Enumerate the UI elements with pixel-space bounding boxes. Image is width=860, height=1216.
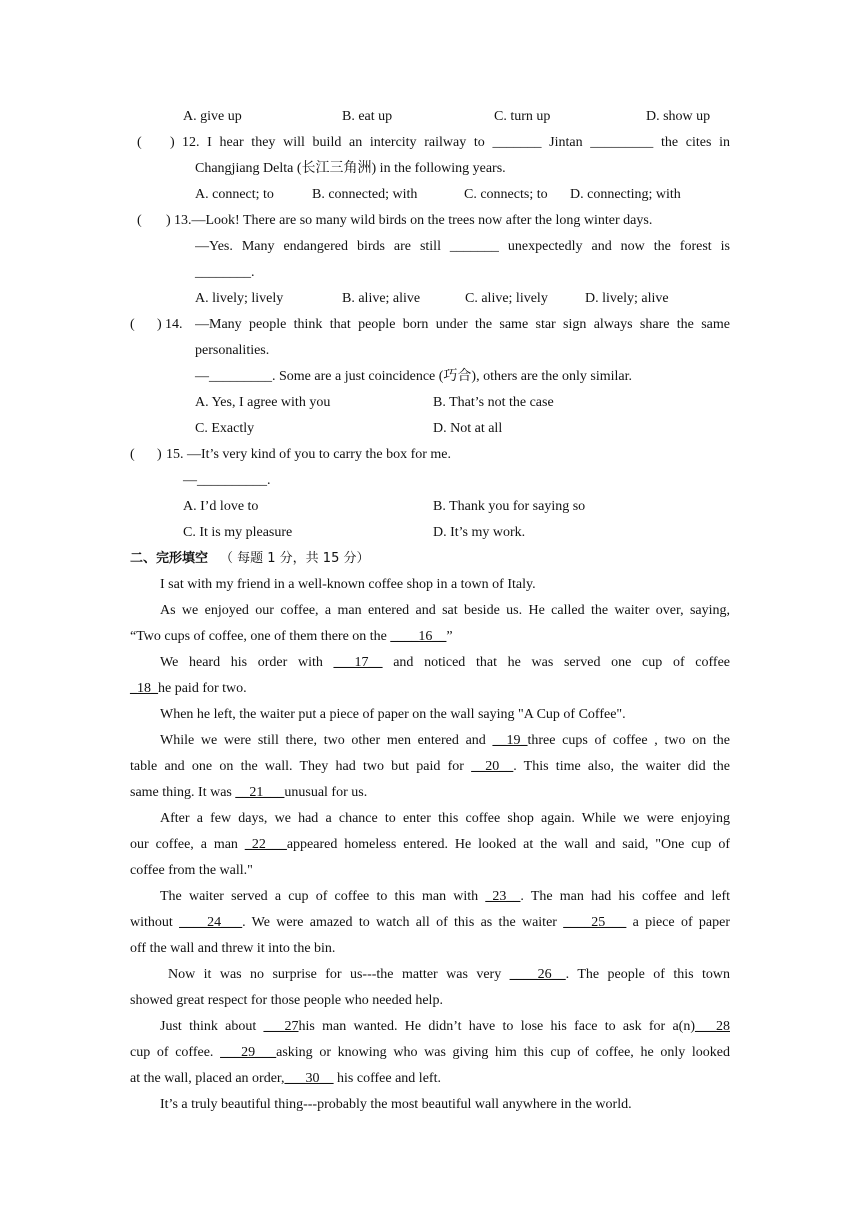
q11-option-a: A. give up: [183, 109, 242, 124]
passage-text-run: cup of coffee. ___29___asking or knowing who was giving him this cup of coffee, he only looked: [130, 1045, 730, 1060]
passage-p6-line1: [0, 806, 860, 832]
section2-score-note: （ 每题 1 分，共 15 分）: [220, 551, 370, 566]
q13-answer-paren-close: ): [166, 213, 171, 228]
q13-option-a: A. lively; lively: [195, 291, 284, 306]
q15-question-text: 15. —It’s very kind of you to carry the box for me.: [166, 447, 451, 462]
passage-text-run: We heard his order with ___17__ and noticed that he was served one cup of coffee: [160, 655, 730, 670]
blank-24[interactable]: ____24___: [179, 915, 243, 930]
q15-option-a: A. I’d love to: [183, 499, 259, 514]
passage-text: It’s a truly beautiful thing---probably the most beautiful wall anywhere in the world.: [160, 1097, 632, 1112]
q15-reply-text: —__________.: [183, 473, 271, 488]
blank-22[interactable]: _22___: [244, 837, 287, 852]
passage-p2-line2: [0, 624, 860, 650]
q14-option-c: C. Exactly: [195, 421, 255, 436]
blank-25[interactable]: ____25___: [563, 915, 627, 930]
q14-options-row2: [0, 416, 860, 442]
passage-text: off the wall and threw it into the bin.: [130, 941, 336, 956]
passage-text-run: Just think about ___27his man wanted. He didn’t have to lose his face to ask for a(n)___28: [160, 1019, 730, 1034]
q11-options: [0, 104, 860, 130]
passage-text: When he left, the waiter put a piece of paper on the wall saying "A Cup of Coffee".: [160, 707, 626, 722]
passage-text: coffee from the wall.": [130, 863, 253, 878]
q15-option-c: C. It is my pleasure: [183, 525, 293, 540]
q13-answer-paren-open: (: [137, 213, 142, 228]
q15-option-d: D. It’s my work.: [433, 525, 526, 540]
q12-option-d: D. connecting; with: [570, 187, 681, 202]
q14-option-b: B. That’s not the case: [433, 395, 554, 410]
blank-26[interactable]: ____26__: [509, 967, 566, 982]
blank-16[interactable]: ____16__: [390, 629, 447, 644]
passage-text: showed great respect for those people who needed help.: [130, 993, 443, 1008]
q15-options-row2: [0, 520, 860, 546]
passage-p7-line1: [0, 884, 860, 910]
q14-stem-line3: [0, 364, 860, 390]
q13-stem-line3: [0, 260, 860, 286]
passage-text-run: Now it was no surprise for us---the matter was very ____26__. The people of this town: [168, 967, 730, 982]
q11-option-d: D. show up: [646, 109, 711, 124]
q12-option-a: A. connect; to: [195, 187, 274, 202]
section2-heading: [0, 546, 860, 572]
q14-answer-paren-open: (: [130, 317, 135, 332]
passage-text-run: While we were still there, two other men entered and __19_three cups of coffee , two on the: [160, 733, 730, 748]
q13-option-d: D. lively; alive: [585, 291, 669, 306]
q14-option-d: D. Not at all: [433, 421, 503, 436]
q12-question-text: 12. I hear they will build an intercity railway to _______ Jintan _________ the cites in: [182, 135, 730, 150]
blank-29[interactable]: ___29___: [220, 1045, 277, 1060]
q14-reply-text: —_________. Some are a just coincidence (巧合), others are the only similar.: [195, 369, 633, 384]
passage-p9-line2: [0, 1040, 860, 1066]
passage-text: After a few days, we had a chance to enter this coffee shop again. While we were enjoying: [160, 811, 730, 826]
q13-option-b: B. alive; alive: [342, 291, 421, 306]
q12-option-c: C. connects; to: [464, 187, 548, 202]
q14-question-text: —Many people think that people born under the same star sign always share the same: [195, 317, 730, 332]
blank-20[interactable]: __20__: [471, 759, 514, 774]
blank-18[interactable]: _18_: [130, 681, 158, 696]
passage-text-run: The waiter served a cup of coffee to this man with _23__. The man had his coffee and left: [160, 889, 730, 904]
passage-p5-line3: [0, 780, 860, 806]
q15-option-b: B. Thank you for saying so: [433, 499, 586, 514]
blank-27[interactable]: ___27: [263, 1019, 299, 1034]
blank-23[interactable]: _23__: [485, 889, 521, 904]
passage-text-run: _18_he paid for two.: [130, 681, 247, 696]
q15-options-row1: [0, 494, 860, 520]
passage-text-run: at the wall, placed an order,___30__ his coffee and left.: [130, 1071, 441, 1086]
document-page: [0, 104, 860, 1118]
q13-reply-text-cont: ________.: [195, 265, 255, 280]
q15-stem-line2: [0, 468, 860, 494]
passage-p9-line1: [0, 1014, 860, 1040]
passage-p1: [0, 572, 860, 598]
q11-option-c: C. turn up: [494, 109, 551, 124]
q14-option-a: A. Yes, I agree with you: [195, 395, 331, 410]
blank-30[interactable]: ___30__: [284, 1071, 334, 1086]
q15-answer-paren-close: ): [157, 447, 162, 462]
q14-question-text-cont: personalities.: [195, 343, 270, 358]
q11-option-b: B. eat up: [342, 109, 393, 124]
passage-p5-line1: [0, 728, 860, 754]
passage-text: As we enjoyed our coffee, a man entered and sat beside us. He called the waiter over, saying,: [160, 603, 730, 618]
q12-answer-paren-open: (: [137, 135, 142, 150]
passage-p5-line2: [0, 754, 860, 780]
passage-text-run: our coffee, a man _22___appeared homeless entered. He looked at the wall and said, "One cup of: [130, 837, 730, 852]
q13-stem-line2: [0, 234, 860, 260]
passage-p2-line1: [0, 598, 860, 624]
passage-p7-line3: [0, 936, 860, 962]
q13-stem-line1: [0, 208, 860, 234]
q14-number: 14.: [165, 317, 183, 332]
q12-answer-paren-close: ): [170, 135, 175, 150]
passage-text: I sat with my friend in a well-known coffee shop in a town of Italy.: [160, 577, 536, 592]
q14-stem-line1: [0, 312, 860, 338]
blank-21[interactable]: __21___: [235, 785, 285, 800]
q12-stem-line1: [0, 130, 860, 156]
q12-stem-line2: [0, 156, 860, 182]
section2-title: 二、完形填空: [130, 551, 209, 566]
passage-text-run: same thing. It was __21___unusual for us.: [130, 785, 368, 800]
passage-p10: [0, 1092, 860, 1118]
passage-p8-line1: [0, 962, 860, 988]
q14-options-row1: [0, 390, 860, 416]
q14-stem-line2: [0, 338, 860, 364]
q12-question-text-cont: Changjiang Delta (长江三角洲) in the following years.: [195, 161, 506, 176]
blank-17[interactable]: ___17__: [333, 655, 383, 670]
q12-options: [0, 182, 860, 208]
passage-text-run: table and one on the wall. They had two but paid for __20__. This time also, the waiter did the: [130, 759, 730, 774]
q13-reply-text: —Yes. Many endangered birds are still _______ unexpectedly and now the forest is: [195, 239, 730, 254]
passage-p6-line3: [0, 858, 860, 884]
passage-p6-line2: [0, 832, 860, 858]
passage-p7-line2: [0, 910, 860, 936]
blank-28[interactable]: ___28: [695, 1019, 730, 1034]
q13-options: [0, 286, 860, 312]
passage-p9-line3: [0, 1066, 860, 1092]
passage-p8-line2: [0, 988, 860, 1014]
q15-stem-line1: [0, 442, 860, 468]
blank-19[interactable]: __19_: [492, 733, 528, 748]
q14-answer-paren-close: ): [157, 317, 162, 332]
q15-answer-paren-open: (: [130, 447, 135, 462]
passage-p3-line1: [0, 650, 860, 676]
q13-option-c: C. alive; lively: [465, 291, 548, 306]
passage-p3-line2: [0, 676, 860, 702]
passage-text-run: without ____24___. We were amazed to watch all of this as the waiter ____25___ a piece of paper: [130, 915, 730, 930]
q12-option-b: B. connected; with: [312, 187, 418, 202]
passage-p4: [0, 702, 860, 728]
q13-question-text: 13.—Look! There are so many wild birds on the trees now after the long winter days.: [174, 213, 653, 228]
passage-text-run: “Two cups of coffee, one of them there on the ____16__”: [130, 629, 453, 644]
